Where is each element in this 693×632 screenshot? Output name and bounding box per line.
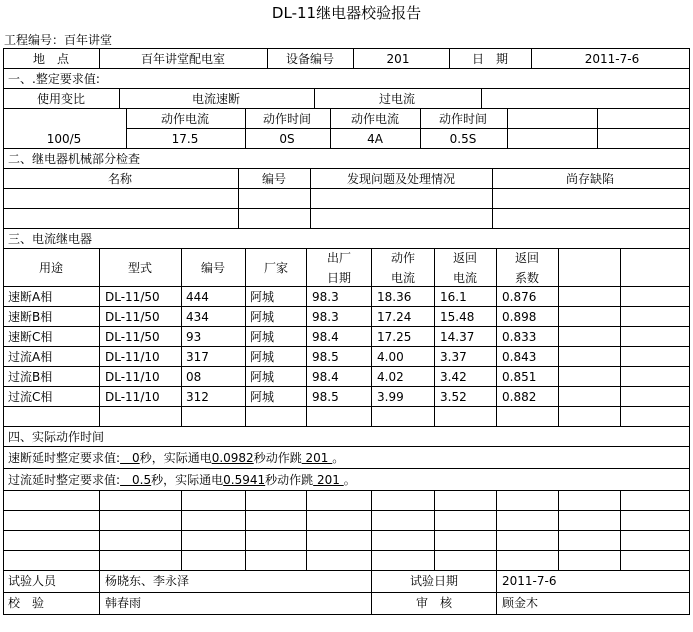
overcurrent-delay-line: [8, 473, 356, 487]
row-date: 98.5: [312, 390, 339, 404]
row-return-current: 3.52: [440, 390, 467, 404]
row-return-current: 3.42: [440, 370, 467, 384]
row-maker: 阿城: [250, 330, 275, 344]
row-return-coef: 0.843: [502, 350, 537, 364]
section2-title: 二、继电器机械部分检查: [8, 152, 141, 166]
column-header: 电流: [452, 271, 478, 285]
column-header: 返回: [452, 251, 478, 265]
row-action-current: 17.25: [377, 330, 412, 344]
column-header: 电流: [390, 271, 416, 285]
column-header: 编号: [200, 261, 226, 275]
column-header: 厂家: [263, 261, 289, 275]
row-return-coef: 0.882: [502, 390, 537, 404]
row-number: 444: [186, 290, 209, 304]
row-return-current: 14.37: [440, 330, 475, 344]
section4-title: 四、实际动作时间: [8, 430, 105, 444]
quick-break-delay-line: [8, 451, 344, 465]
row-return-coef: 0.851: [502, 370, 537, 384]
line-end: 。: [332, 451, 345, 465]
tester-label: 试验人员: [8, 574, 57, 588]
row-number: 08: [186, 370, 202, 384]
test-date-label: 试验日期: [409, 574, 459, 588]
column-header: 名称: [107, 172, 133, 186]
date-value: 2011-7-6: [584, 52, 640, 66]
column-header: 返回: [514, 251, 540, 265]
sub-header: 动作电流: [160, 112, 210, 126]
row-number: 434: [186, 310, 209, 324]
line-text: 秒，实际通电: [139, 451, 212, 465]
equip-no-label: 设备编号: [285, 52, 335, 66]
test-date-value: 2011-7-6: [502, 574, 557, 588]
row-maker: 阿城: [250, 290, 275, 304]
line-text: 秒动作跳: [253, 451, 302, 465]
row-number: 312: [186, 390, 209, 404]
setting-seconds: 0: [120, 451, 140, 465]
column-header: 动作: [390, 251, 416, 265]
row-use: 速断B相: [8, 310, 53, 324]
quick-break-label: 电流速断: [191, 92, 241, 106]
setting-seconds: 0.5: [120, 473, 152, 487]
row-use: 过流A相: [8, 350, 53, 364]
row-action-current: 4.02: [377, 370, 404, 384]
sub-header: 动作时间: [438, 112, 488, 126]
equip-no-value: 201: [386, 52, 410, 66]
column-header: 用途: [38, 261, 64, 275]
trip-target: 201: [301, 451, 333, 465]
trip-target: 201: [313, 473, 344, 487]
line-end: 。: [343, 473, 356, 487]
line-text: 秒，实际通电: [151, 473, 224, 487]
row-maker: 阿城: [250, 390, 275, 404]
line-prefix: 过流延时整定要求值:: [8, 473, 121, 487]
checker-value: 韩春雨: [105, 596, 142, 610]
column-header: 发现问题及处理情况: [346, 172, 456, 186]
sub-header: 动作时间: [262, 112, 312, 126]
ct-ratio-value: 100/5: [46, 132, 82, 146]
row-model: DL-11/10: [105, 390, 160, 404]
row-date: 98.3: [312, 310, 339, 324]
column-header: 系数: [514, 271, 540, 285]
project-label: 工程编号：: [4, 33, 65, 47]
row-date: 98.5: [312, 350, 339, 364]
line-prefix: 速断延时整定要求值:: [8, 451, 121, 465]
tester-value: 杨晓东、李永泽: [105, 574, 190, 588]
row-action-current: 3.99: [377, 390, 404, 404]
setting-value: 0.5S: [449, 132, 477, 146]
actual-seconds: 0.5941: [223, 473, 266, 487]
row-return-coef: 0.876: [502, 290, 537, 304]
row-maker: 阿城: [250, 370, 275, 384]
row-date: 98.4: [312, 330, 339, 344]
row-model: DL-11/10: [105, 350, 160, 364]
row-use: 过流B相: [8, 370, 53, 384]
setting-value: 0S: [279, 132, 295, 146]
row-use: 过流C相: [8, 390, 53, 404]
row-date: 98.3: [312, 290, 339, 304]
column-header: 出厂: [326, 251, 352, 265]
overcurrent-label: 过电流: [378, 92, 416, 106]
row-number: 93: [186, 330, 202, 344]
row-action-current: 18.36: [377, 290, 412, 304]
line-text: 秒动作跳: [265, 473, 314, 487]
column-header: 尚存缺陷: [565, 172, 615, 186]
row-maker: 阿城: [250, 350, 275, 364]
row-date: 98.4: [312, 370, 339, 384]
reviewer-label: 审 核: [415, 596, 453, 610]
column-header: 型式: [127, 261, 153, 275]
row-action-current: 4.00: [377, 350, 404, 364]
setting-value: 17.5: [171, 132, 199, 146]
section1-title: 一、.整定要求值:: [8, 72, 100, 86]
column-header: 日期: [326, 271, 352, 285]
report-title: DL-11继电器校验报告: [271, 4, 422, 22]
row-return-coef: 0.898: [502, 310, 537, 324]
actual-seconds: 0.0982: [211, 451, 254, 465]
ct-ratio-label: 使用变比: [36, 92, 86, 106]
date-label: 日 期: [471, 52, 509, 66]
row-return-current: 3.37: [440, 350, 467, 364]
project-value: 百年讲堂: [64, 33, 113, 47]
column-header: 编号: [261, 172, 287, 186]
row-model: DL-11/50: [105, 290, 160, 304]
row-number: 317: [186, 350, 209, 364]
checker-label: 校 验: [8, 596, 45, 610]
row-model: DL-11/10: [105, 370, 160, 384]
location-value: 百年讲堂配电室: [140, 52, 226, 66]
row-use: 速断C相: [8, 330, 53, 344]
sub-header: 动作电流: [350, 112, 400, 126]
row-maker: 阿城: [250, 310, 275, 324]
reviewer-value: 顾金木: [502, 596, 539, 610]
row-return-current: 16.1: [440, 290, 467, 304]
row-return-current: 15.48: [440, 310, 475, 324]
row-model: DL-11/50: [105, 310, 160, 324]
setting-value: 4A: [367, 132, 383, 146]
row-action-current: 17.24: [377, 310, 412, 324]
row-use: 速断A相: [8, 290, 53, 304]
row-model: DL-11/50: [105, 330, 160, 344]
location-label: 地 点: [32, 52, 70, 66]
row-return-coef: 0.833: [502, 330, 537, 344]
section3-title: 三、电流继电器: [8, 232, 93, 246]
